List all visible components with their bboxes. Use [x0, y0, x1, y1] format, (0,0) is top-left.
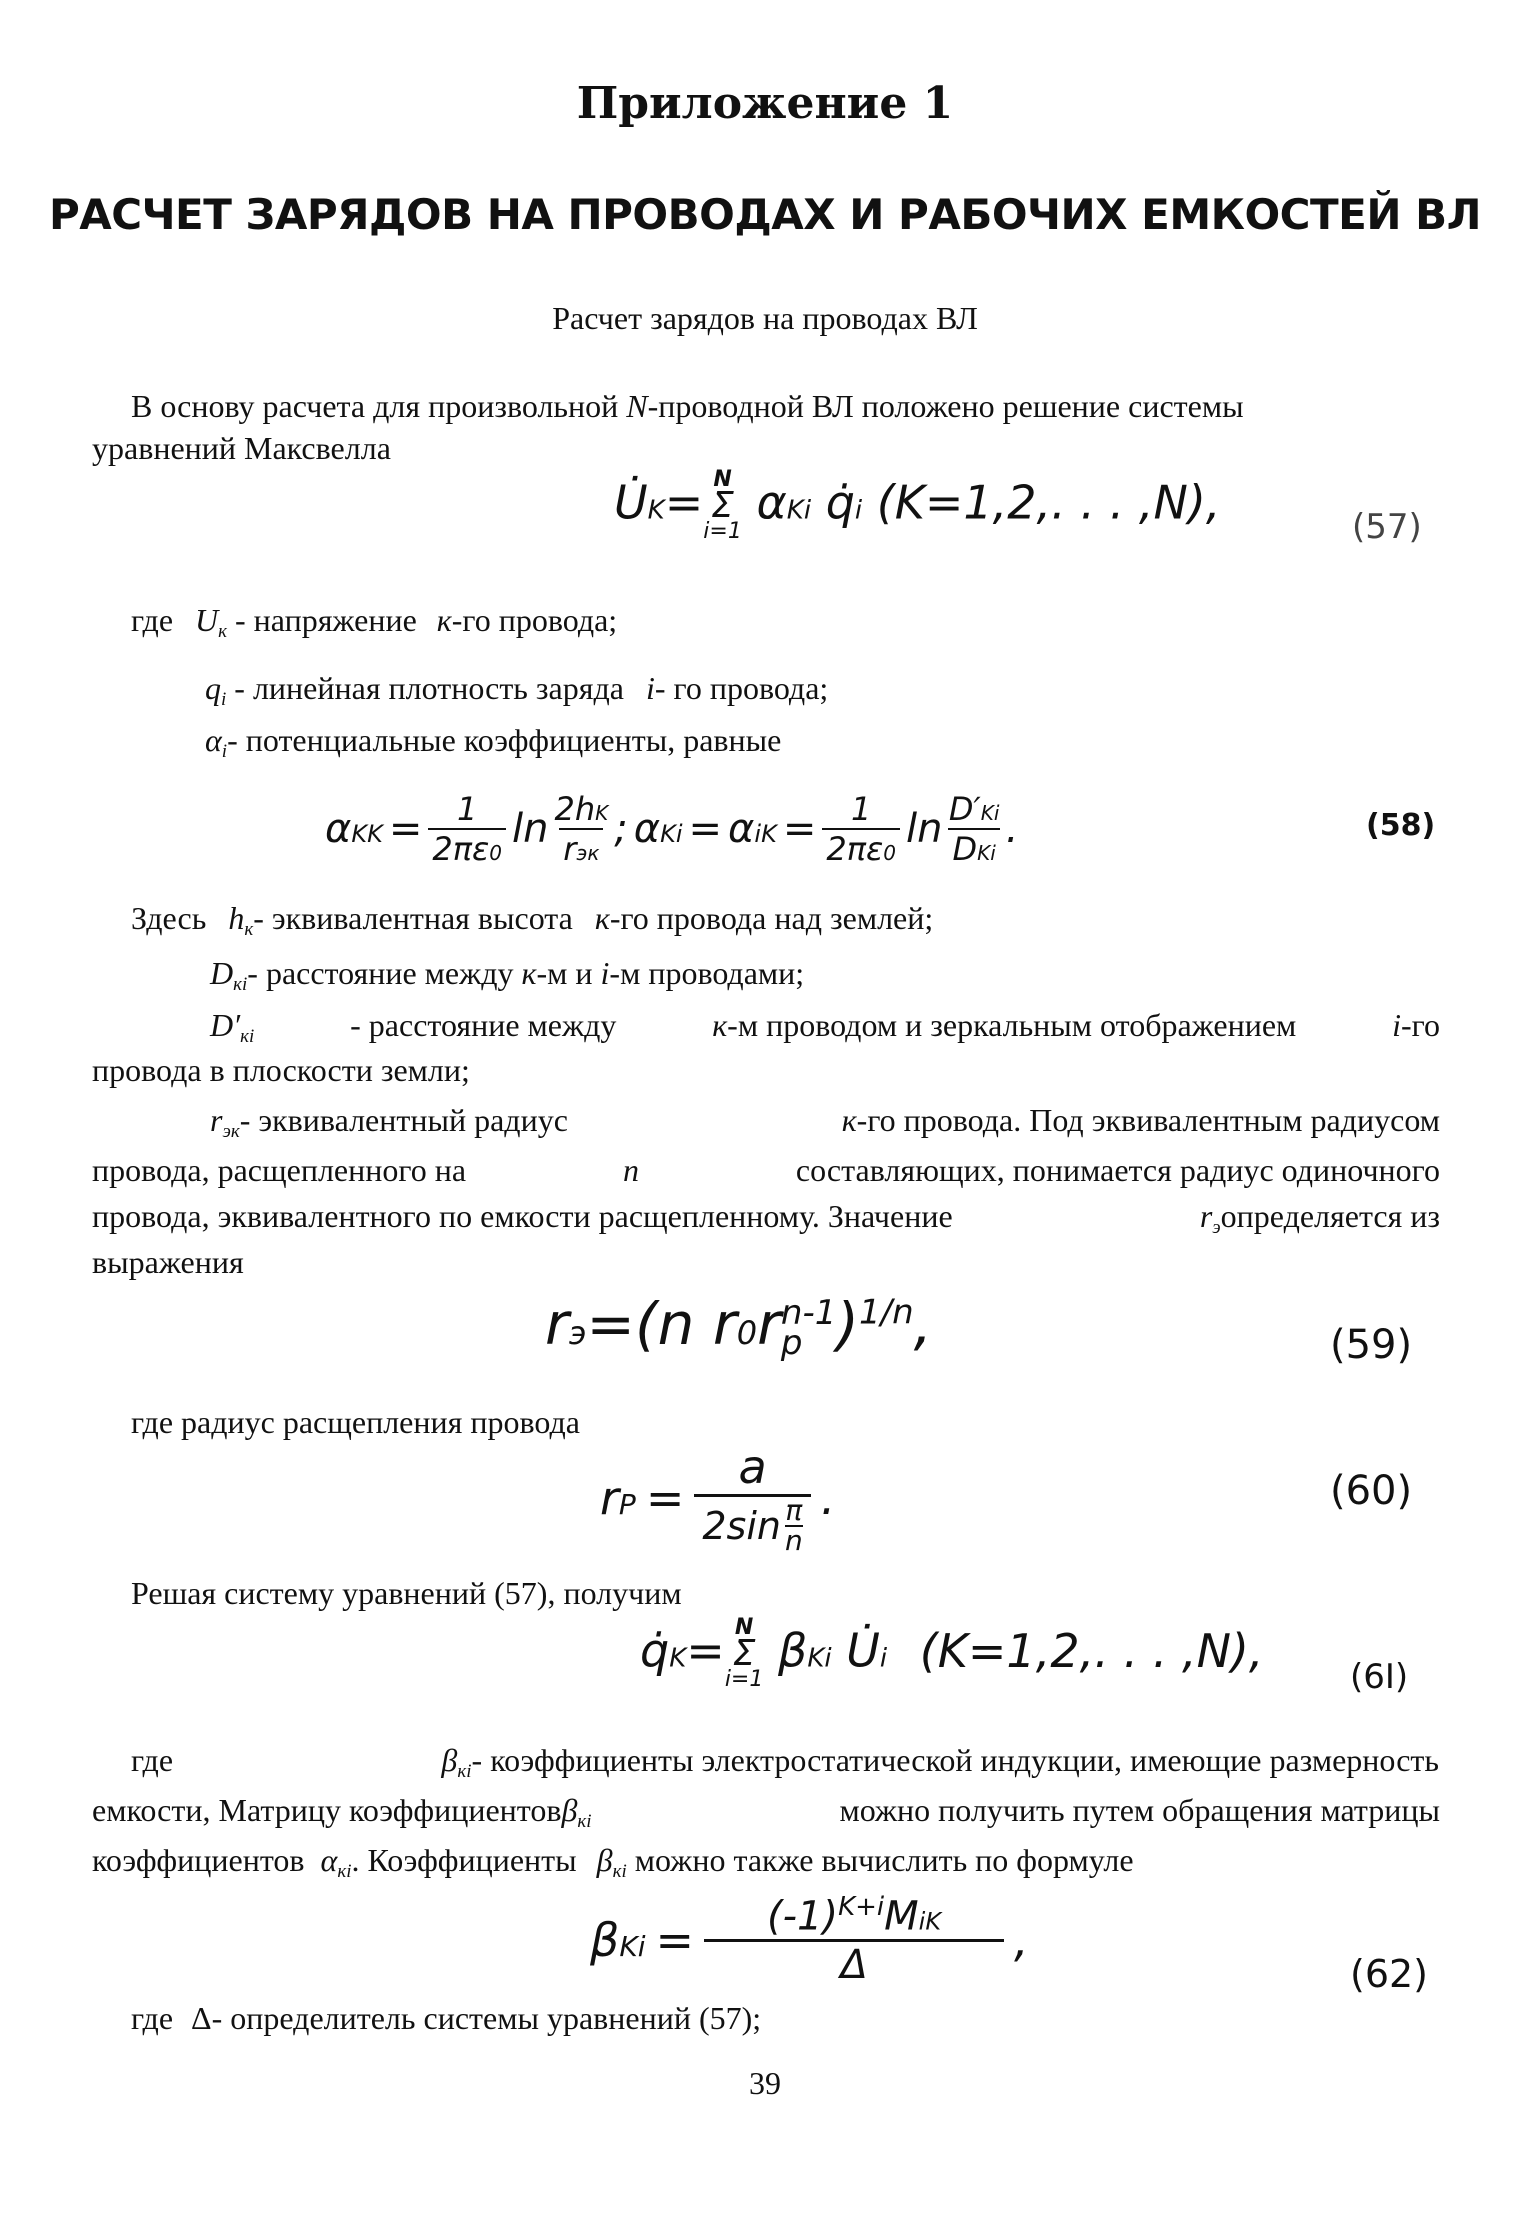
- appendix-title: Приложение 1: [576, 78, 954, 129]
- where-rp-line: где радиус расщепления провода: [131, 1404, 580, 1440]
- intro-line-2: уравнений Максвелла: [92, 430, 391, 466]
- where-q-line: $q_i$ - линейная плотность заряда i- го провода;: [205, 670, 829, 710]
- where-beta-line-2: емкости, Матрицу коэффициентовβ$_{кi}$ можно получить путем обращения матрицы: [92, 1792, 1440, 1832]
- equation-59: rэ=(n r0r n-1 p )$^{1/n}$,: [545, 1290, 933, 1363]
- equation-58: αKK = $\frac{1}{2\pi\varepsilon 0}$ ln 2hK rэк ; αKi = αiK = $\frac{1}{2\pi\varepsilon 0}$ ln D′Ki DKi .: [325, 790, 1019, 868]
- equation-number-58: (58): [1366, 808, 1436, 843]
- equation-60: rP = a 2sin π n .: [600, 1440, 836, 1557]
- page-number: 39: [749, 2065, 781, 2101]
- where-dprime-line: $D'_{кi}$ - расстояние между к-м проводом и зеркальным отображением i-го: [210, 1007, 1440, 1047]
- where-r-line-4: выражения: [92, 1244, 244, 1280]
- equation-number-60: (60): [1330, 1468, 1413, 1514]
- where-h-line: Здесь $h_к-$ эквивалентная высота к-го провода над землей;: [131, 900, 934, 940]
- main-title: РАСЧЕТ ЗАРЯДОВ НА ПРОВОДАХ И РАБОЧИХ ЕМКОСТЕЙ ВЛ: [49, 190, 1481, 239]
- equation-number-62: (62): [1350, 1952, 1429, 1996]
- equation-62: βKi = $(-1)^{K+i}MiK$ Δ ,: [590, 1892, 1029, 1989]
- where-r-line-3: провода, эквивалентного по емкости расщепленному. Значение $r_эопределяется$ из: [92, 1198, 1440, 1238]
- where-alpha-line: $\alpha_i-$ потенциальные коэффициенты, равные: [205, 722, 782, 762]
- where-d-line: $D_{кi}-$ расстояние между к-м и i-м проводами;: [210, 955, 805, 995]
- where-u-line: где $U_к$ - напряжение к-го провода;: [131, 602, 618, 642]
- solve-line: Решая систему уравнений (57), получим: [131, 1575, 682, 1611]
- equation-61: q̇K= N Σ i=1 βKi U̇i (K=1,2,. . . ,N),: [640, 1615, 1264, 1692]
- where-r-line: $r_{эк}-$ эквивалентный радиус к-го провода. Под эквивалентным радиусом: [210, 1102, 1440, 1142]
- intro-line-1: В основу расчета для произвольной N-проводной ВЛ положено решение системы: [131, 388, 1244, 424]
- where-dprime-line-2: провода в плоскости земли;: [92, 1052, 470, 1088]
- where-delta-line: где Δ- определитель системы уравнений (57);: [131, 2000, 762, 2036]
- section-subtitle: Расчет зарядов на проводах ВЛ: [552, 300, 978, 336]
- where-r-line-2: провода, расщепленного на n составляющих, понимается радиус одиночного: [92, 1152, 1440, 1188]
- equation-number-61: (6I): [1350, 1657, 1409, 1697]
- equation-number-59: (59): [1330, 1322, 1413, 1368]
- where-beta-line: где $\beta_{кi}-$ коэффициенты электростатической индукции, имеющие размерность: [131, 1742, 1439, 1782]
- where-beta-line-3: коэффициентов $\alpha_{кi}$. Коэффициенты $\beta_{кi}$ можно также вычислить по формуле: [92, 1842, 1134, 1882]
- equation-number-57: (57): [1352, 507, 1422, 547]
- equation-57: U̇K= N Σ i=1 αKi q̇i (K=1,2,. . . ,N),: [614, 467, 1221, 544]
